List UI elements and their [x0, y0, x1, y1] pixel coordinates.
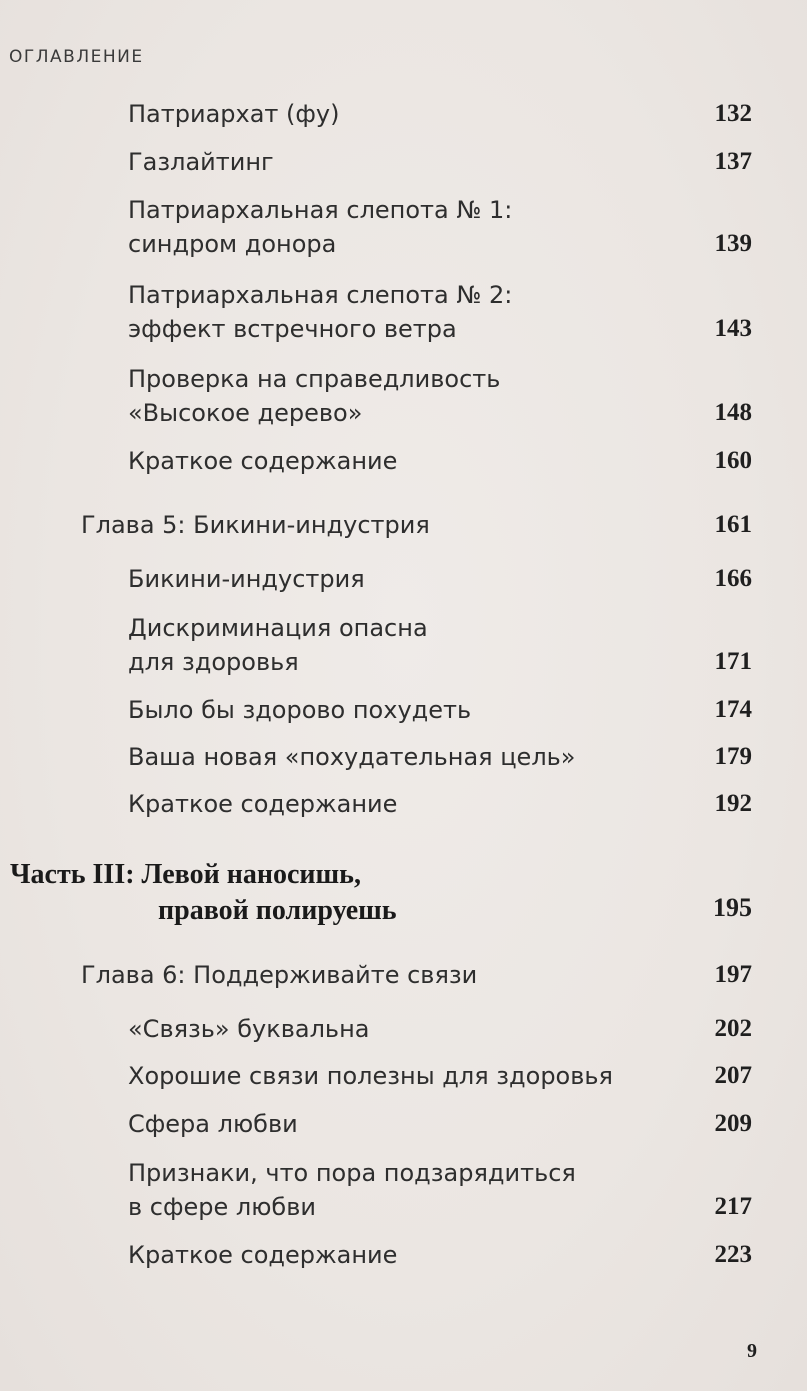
toc-page-number: 132	[714, 100, 752, 127]
toc-entry-title: Патриархат (фу)	[128, 100, 340, 128]
toc-entry-title: Краткое содержание	[128, 790, 398, 818]
toc-entry-title: Ваша новая «похудательная цель»	[128, 743, 576, 771]
page-folio: 9	[747, 1340, 757, 1362]
toc-page-number: 161	[714, 511, 752, 538]
toc-entry-title: «Связь» буквальна	[128, 1015, 370, 1043]
toc-entry	[128, 97, 339, 131]
toc-page-number: 137	[714, 148, 752, 175]
toc-entry-title: Краткое содержание	[128, 1241, 398, 1269]
toc-page-number: 143	[714, 315, 752, 342]
toc-entry-title: Краткое содержание	[128, 447, 398, 475]
toc-page-number: 179	[714, 743, 752, 770]
toc-entry	[128, 1156, 576, 1224]
toc-page-number: 217	[714, 1193, 752, 1220]
toc-entry-title: Дискриминация опасна	[128, 614, 428, 642]
toc-entry	[128, 611, 428, 679]
toc-page-number: 166	[714, 565, 752, 592]
toc-part-title-line1: Часть III: Левой наносишь,	[10, 859, 361, 890]
toc-entry	[128, 787, 397, 821]
toc-entry	[128, 1059, 613, 1093]
toc-entry-title: Было бы здорово похудеть	[128, 696, 472, 724]
toc-page-number: 148	[714, 399, 752, 426]
toc-entry	[128, 693, 471, 727]
toc-entry-title: Признаки, что пора подзарядиться	[128, 1159, 576, 1187]
toc-entry	[128, 740, 576, 774]
toc-chapter-title: Глава 6: Поддерживайте связи	[81, 961, 478, 989]
toc-page-number: 223	[714, 1241, 752, 1268]
toc-entry	[128, 278, 512, 346]
toc-entry-title: Бикини-индустрия	[128, 565, 365, 593]
toc-entry-title: Патриархальная слепота № 2:	[128, 281, 513, 309]
toc-page-number: 174	[714, 696, 752, 723]
toc-entry-title-continued: для здоровья	[128, 648, 299, 676]
toc-entry	[128, 1012, 369, 1046]
toc-part-title	[10, 857, 397, 929]
toc-entry-title: Газлайтинг	[128, 148, 274, 176]
toc-page-number: 207	[714, 1062, 752, 1089]
toc-entry-title-continued: «Высокое дерево»	[128, 399, 363, 427]
toc-page-number: 202	[714, 1015, 752, 1042]
toc-entry	[128, 444, 397, 478]
toc-entry	[128, 145, 274, 179]
toc-entry-title: Хорошие связи полезны для здоровья	[128, 1062, 613, 1090]
toc-entry-title: Патриархальная слепота № 1:	[128, 196, 513, 224]
toc-entry-title: Проверка на справедливость	[128, 365, 501, 393]
toc-entry	[128, 1107, 298, 1141]
toc-entry-title-continued: синдром донора	[128, 230, 337, 258]
toc-page-number: 171	[714, 648, 752, 675]
toc-page-number: 209	[714, 1110, 752, 1137]
running-head: ОГЛАВЛЕНИЕ	[9, 47, 144, 67]
toc-entry	[128, 362, 500, 430]
toc-entry-title-continued: в сфере любви	[128, 1193, 316, 1221]
toc-page-number: 139	[714, 230, 752, 257]
toc-entry-title: Сфера любви	[128, 1110, 298, 1138]
toc-chapter	[81, 508, 430, 542]
toc-page-number: 160	[714, 447, 752, 474]
toc-chapter-title: Глава 5: Бикини-индустрия	[81, 511, 430, 539]
toc-part-title-line2: правой полируешь	[158, 895, 397, 926]
toc-page-number: 197	[714, 961, 752, 988]
toc-page-number: 195	[713, 893, 752, 922]
toc-page-number: 192	[714, 790, 752, 817]
toc-entry	[128, 1238, 397, 1272]
toc-entry	[128, 562, 365, 596]
toc-chapter	[81, 958, 477, 992]
toc-entry	[128, 193, 512, 261]
toc-entry-title-continued: эффект встречного ветра	[128, 315, 457, 343]
